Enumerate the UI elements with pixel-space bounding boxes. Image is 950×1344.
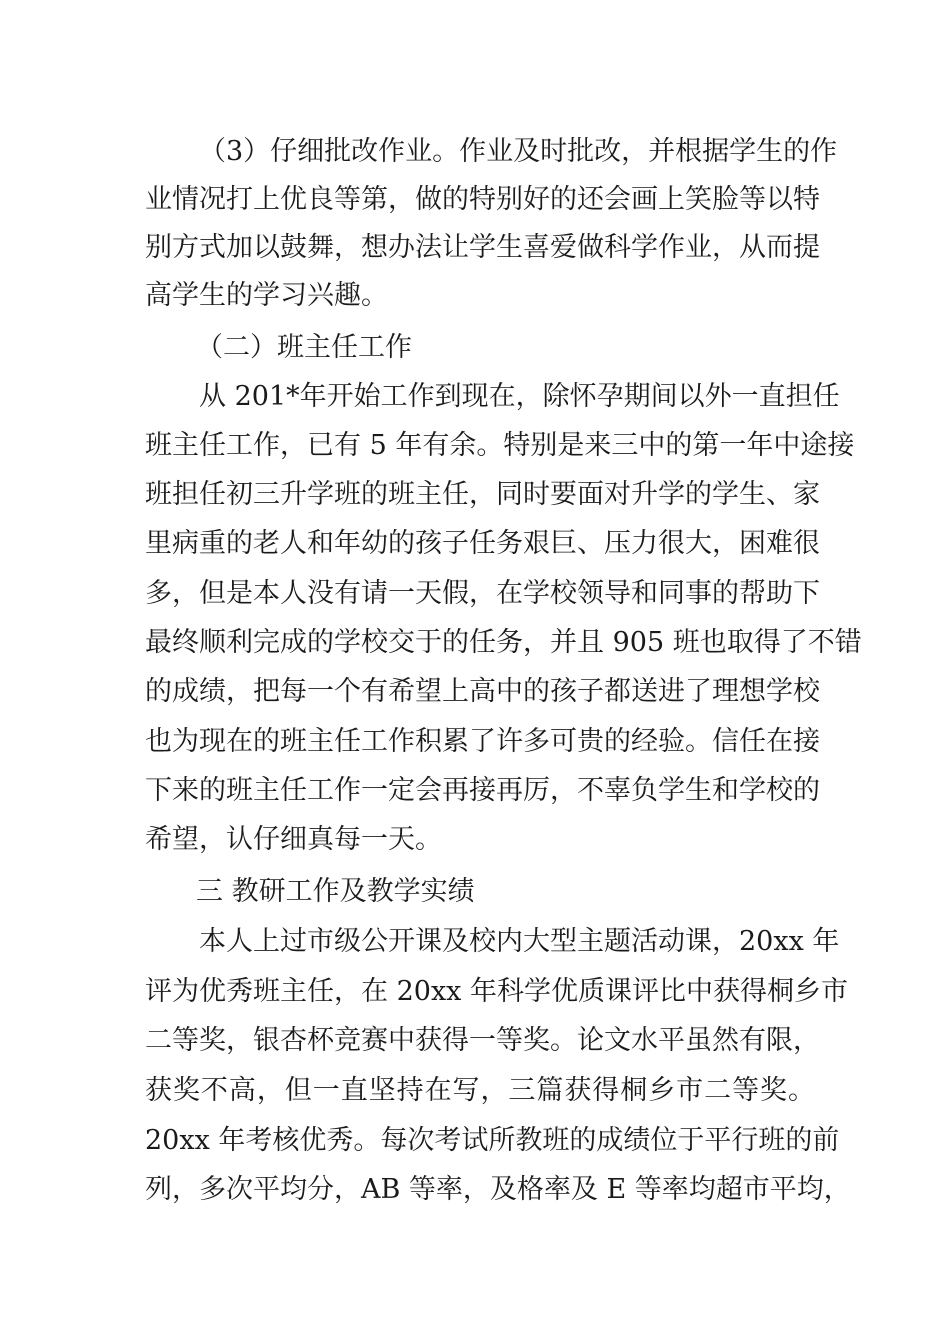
paragraph-line: 班主任工作，已有 5 年有余。特别是来三中的第一年中途接 [145, 430, 855, 461]
paragraph-line: 的成绩，把每一个有希望上高中的孩子都送进了理想学校 [145, 676, 820, 707]
paragraph-line: 20xx 年考核优秀。每次考试所教班的成绩位于平行班的前 [145, 1125, 840, 1156]
paragraph-line: 高学生的学习兴趣。 [145, 280, 388, 311]
paragraph-line: 多，但是本人没有请一天假，在学校领导和同事的帮助下 [145, 578, 820, 609]
paragraph-line: （3）仔细批改作业。作业及时批改，并根据学生的作 [199, 136, 838, 167]
paragraph-line: 列，多次平均分，AB 等率，及格率及 E 等率均超市平均， [145, 1174, 851, 1205]
paragraph-line: 业情况打上优良等第，做的特别好的还会画上笑脸等以特 [145, 184, 820, 215]
paragraph-line: 二等奖，银杏杯竞赛中获得一等奖。论文水平虽然有限， [145, 1025, 820, 1056]
paragraph-line: 希望，认仔细真每一天。 [145, 824, 442, 855]
paragraph-line: 下来的班主任工作一定会再接再厉，不辜负学生和学校的 [145, 775, 820, 806]
paragraph-line: 里病重的老人和年幼的孩子任务艰巨、压力很大，困难很 [145, 528, 820, 559]
paragraph-line: 获奖不高，但一直坚持在写，三篇获得桐乡市二等奖。 [145, 1075, 815, 1106]
paragraph-line: 班担任初三升学班的班主任，同时要面对升学的学生、家 [145, 479, 820, 510]
paragraph-line: 最终顺利完成的学校交于的任务，并且 905 班也取得了不错 [145, 627, 862, 658]
section-heading: （二）班主任工作 [196, 332, 412, 363]
section-heading: 三 教研工作及教学实绩 [196, 876, 475, 907]
paragraph-line: 本人上过市级公开课及校内大型主题活动课，20xx 年 [199, 926, 840, 957]
paragraph-line: 也为现在的班主任工作积累了许多可贵的经验。信任在接 [145, 726, 820, 757]
paragraph-line: 评为优秀班主任，在 20xx 年科学优质课评比中获得桐乡市 [145, 976, 848, 1007]
paragraph-line: 别方式加以鼓舞，想办法让学生喜爱做科学作业，从而提 [145, 232, 820, 263]
paragraph-line: 从 201*年开始工作到现在，除怀孕期间以外一直担任 [199, 381, 840, 412]
